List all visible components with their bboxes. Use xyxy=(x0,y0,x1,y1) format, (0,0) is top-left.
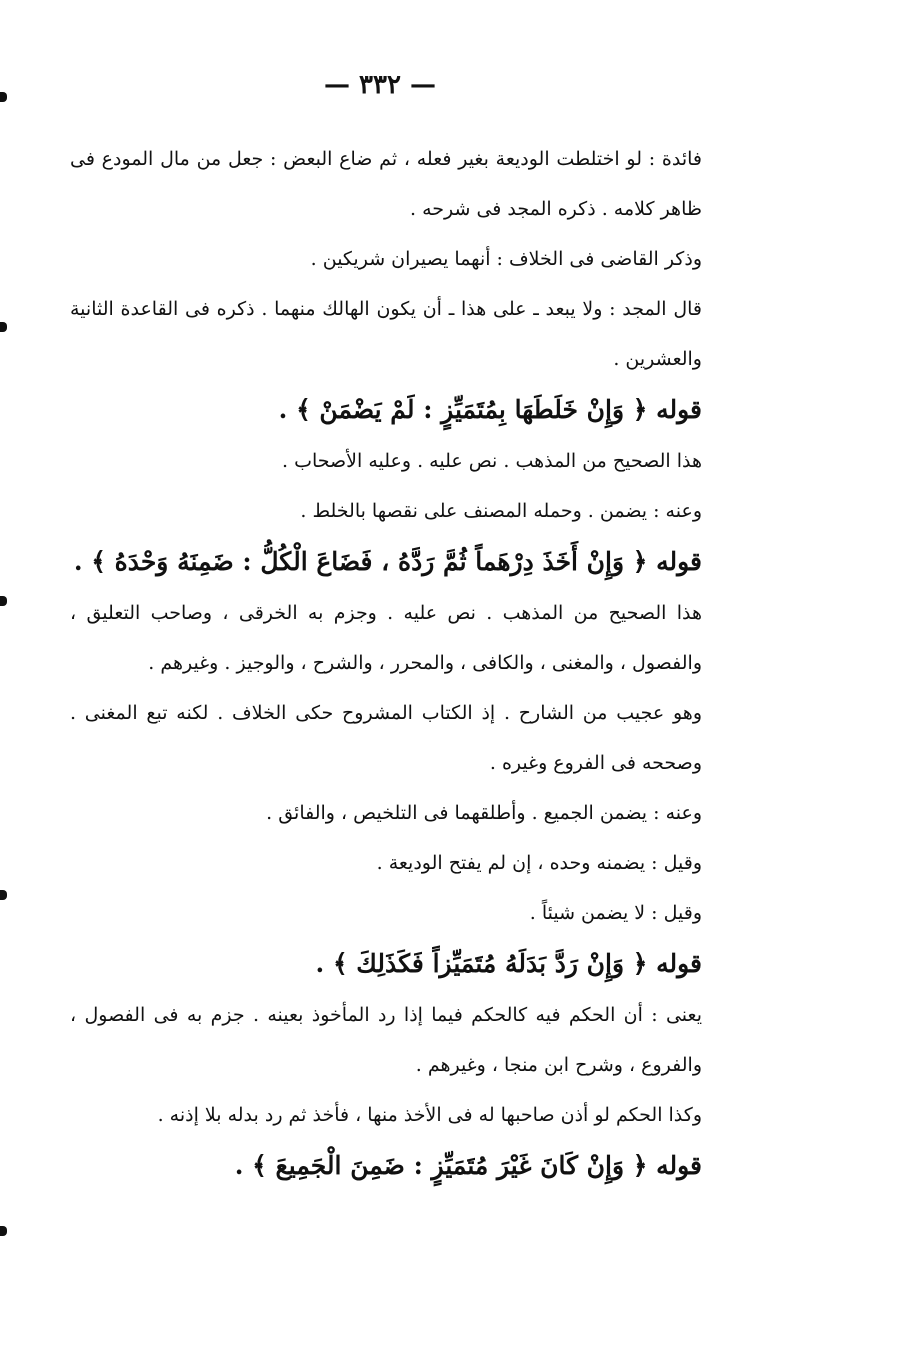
paragraph-faida: فائدة : لو اختلطت الوديعة بغير فعله ، ثم ضاع البعض : جعل من مال المودع فى ظاهر كلامه . ذكره المجد فى شرحه . xyxy=(70,148,702,220)
scan-mark xyxy=(0,92,7,102)
paragraph: وكذا الحكم لو أذن صاحبها له فى الأخذ منها ، فأخذ ثم رد بدله بلا إذنه . xyxy=(157,1104,702,1126)
page-number: — ٣٣٢ — xyxy=(323,70,437,100)
verse-heading: قوله ﴿ وَإِنْ أَخَذَ دِرْهَماً ثُمَّ رَدَّهُ ، فَضَاعَ الْكُلُّ : ضَمِنَهُ وَحْدَهُ ﴾ . xyxy=(73,547,702,576)
scan-mark xyxy=(0,890,7,900)
paragraph: يعنى : أن الحكم فيه كالحكم فيما إذا رد المأخوذ بعينه . جزم به فى الفصول ، والفروع ، وشرح ابن منجا ، وغيرهم . xyxy=(70,1004,702,1076)
paragraph: وقيل : لا يضمن شيئاً . xyxy=(529,902,702,924)
verse-heading: قوله ﴿ وَإِنْ خَلَطَهَا بِمُتَمَيِّزٍ : لَمْ يَضْمَنْ ﴾ . xyxy=(278,395,702,424)
scan-mark xyxy=(0,322,7,332)
paragraph-qadi: وذكر القاضى فى الخلاف : أنهما يصيران شريكين . xyxy=(310,248,702,270)
paragraph-majd: قال المجد : ولا يبعد ـ على هذا ـ أن يكون الهالك منهما . ذكره فى القاعدة الثانية والعشرين . xyxy=(70,298,702,370)
paragraph: وهو عجيب من الشارح . إذ الكتاب المشروح حكى الخلاف . لكنه تبع المغنى . وصححه فى الفروع وغيره . xyxy=(70,702,702,774)
paragraph: هذا الصحيح من المذهب . نص عليه . وعليه الأصحاب . xyxy=(282,450,702,472)
paragraph: هذا الصحيح من المذهب . نص عليه . وجزم به الخرقى ، وصاحب التعليق ، والفصول ، والمغنى ، والكافى ، والمحرر ، والشرح ، والوجيز . وغيرهم . xyxy=(70,602,702,674)
paragraph: وقيل : يضمنه وحده ، إن لم يفتح الوديعة . xyxy=(376,852,702,874)
verse-heading: قوله ﴿ وَإِنْ كَانَ غَيْرَ مُتَمَيِّزٍ : ضَمِنَ الْجَمِيعَ ﴾ . xyxy=(234,1151,702,1180)
page-body xyxy=(70,134,730,1192)
scan-mark xyxy=(0,1226,7,1236)
paragraph: وعنه : يضمن الجميع . وأطلقهما فى التلخيص ، والفائق . xyxy=(266,802,702,824)
paragraph: وعنه : يضمن . وحمله المصنف على نقصها بالخلط . xyxy=(300,500,702,522)
scan-mark xyxy=(0,596,7,606)
verse-heading: قوله ﴿ وَإِنْ رَدَّ بَدَلَهُ مُتَمَيِّزاً فَكَذَلِكَ ﴾ . xyxy=(315,949,702,978)
